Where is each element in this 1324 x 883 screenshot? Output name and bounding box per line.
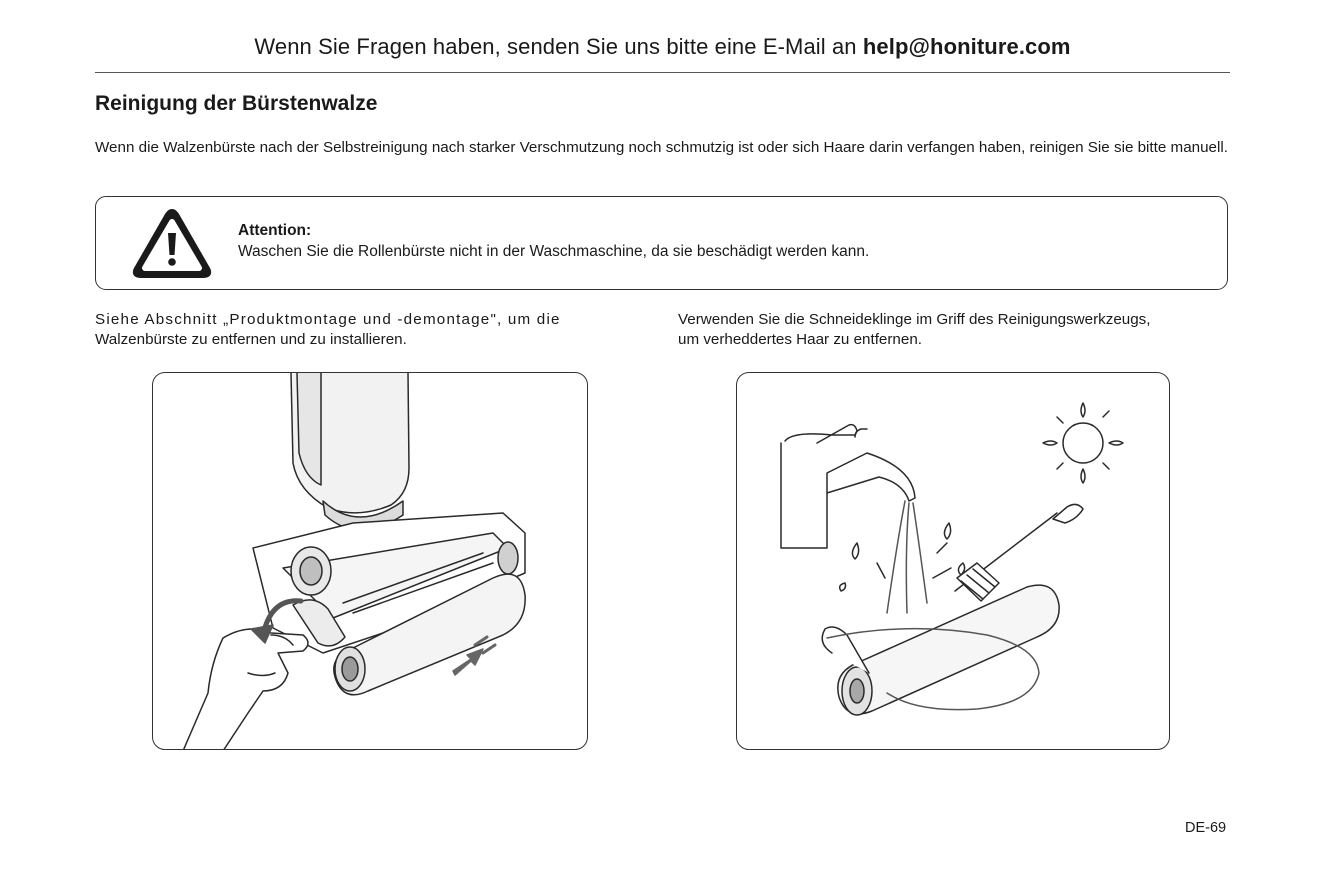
section-intro: Wenn die Walzenbürste nach der Selbstreinigung nach starker Verschmutzung noch schmutzig ist oder sich Haare darin verfangen haben, reinigen Sie sie bitte manuell. [95, 139, 1228, 156]
right-instruction-line-1: Verwenden Sie die Schneideklinge im Griff des Reinigungswerkzeugs, [678, 311, 1151, 328]
warning-text: Waschen Sie die Rollenbürste nicht in der Waschmaschine, da sie beschädigt werden kann. [238, 243, 870, 260]
roller-removal-illustration [153, 373, 588, 750]
roller-washing-figure [736, 372, 1170, 750]
right-instruction-line-2: um verheddertes Haar zu entfernen. [678, 331, 922, 348]
warning-title: Attention: [238, 222, 312, 239]
warning-triangle-icon [130, 204, 214, 287]
page-number: DE-69 [1185, 820, 1227, 836]
roller-removal-figure [152, 372, 588, 750]
right-instruction [678, 310, 1233, 350]
left-instruction [95, 310, 650, 350]
header-divider [95, 72, 1230, 73]
section-title: Reinigung der Bürstenwalze [95, 92, 378, 115]
header-text: Wenn Sie Fragen haben, senden Sie uns bitte eine E-Mail an [254, 34, 863, 59]
left-instruction-line-1: Siehe Abschnitt „Produktmontage und -demontage", um die [95, 311, 561, 328]
page-header [95, 34, 1230, 60]
roller-washing-illustration [737, 373, 1170, 750]
support-email[interactable]: help@honiture.com [862, 34, 1071, 59]
warning-box [95, 196, 1228, 290]
left-instruction-line-2: Walzenbürste zu entfernen und zu installieren. [95, 331, 407, 348]
